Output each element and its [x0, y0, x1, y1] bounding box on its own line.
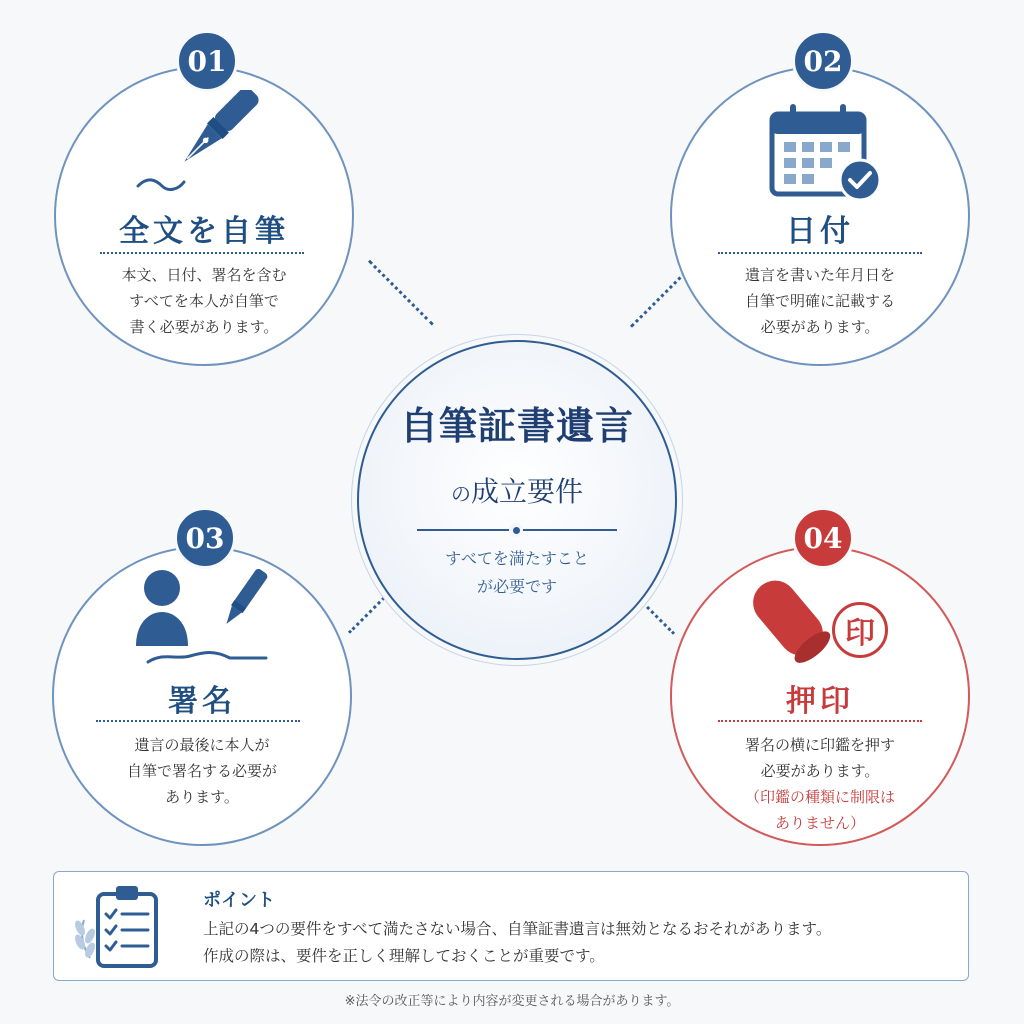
connector-03	[348, 593, 389, 634]
person-signature-icon	[134, 568, 274, 668]
center-title: 自筆証書遺言	[399, 403, 634, 448]
center-note: すべてを満たすこと が必要です	[445, 549, 589, 596]
seal-stamp-char: 印	[845, 616, 875, 651]
calendar-check-icon	[766, 102, 886, 202]
seal-stamp-mark	[832, 602, 888, 658]
requirement-03-divider	[96, 720, 300, 722]
requirement-02-description: 遺言を書いた年月日を 自筆で明確に記載する 必要があります。	[744, 266, 895, 336]
point-line-2: 作成の際は、要件を正しく理解しておくことが重要です。	[203, 947, 605, 965]
fountain-pen-icon	[132, 90, 272, 200]
point-title: ポイント	[203, 890, 275, 911]
requirement-01-description: 本文、日付、署名を含む すべてを本人が自筆で 書く必要があります。	[121, 266, 287, 336]
requirement-03-description: 遺言の最後に本人が 自筆で署名する必要が あります。	[126, 736, 277, 806]
requirement-01-divider	[100, 252, 304, 254]
requirement-02-number: 02	[792, 30, 854, 92]
footnote: ※法令の改正等により内容が変更される場合があります。	[344, 994, 680, 1009]
point-line-1: 上記の4つの要件をすべて満たさない場合、自筆証書遺言は無効となるおそれがあります。	[203, 920, 832, 938]
requirement-03-title: 署名	[168, 684, 236, 719]
requirement-02-title: 日付	[786, 214, 854, 249]
requirement-03-number: 03	[174, 507, 236, 569]
requirement-04-description: 署名の横に印鑑を押す 必要があります。 （印鑑の種類に制限は ありません）	[700, 732, 940, 836]
requirement-04-title: 押印	[786, 684, 854, 719]
connector-01	[368, 260, 434, 326]
clipboard-checklist-icon	[68, 880, 168, 970]
requirement-04-number: 04	[792, 507, 854, 569]
requirement-02-divider	[718, 252, 922, 254]
requirement-04-divider	[718, 720, 922, 722]
requirement-01-number: 01	[176, 30, 238, 92]
requirement-01-title: 全文を自筆	[119, 214, 289, 249]
requirement-04-note: （印鑑の種類に制限は ありません）	[744, 788, 895, 832]
center-divider-dot	[509, 523, 523, 537]
center-subtitle: の成立要件	[450, 475, 583, 508]
